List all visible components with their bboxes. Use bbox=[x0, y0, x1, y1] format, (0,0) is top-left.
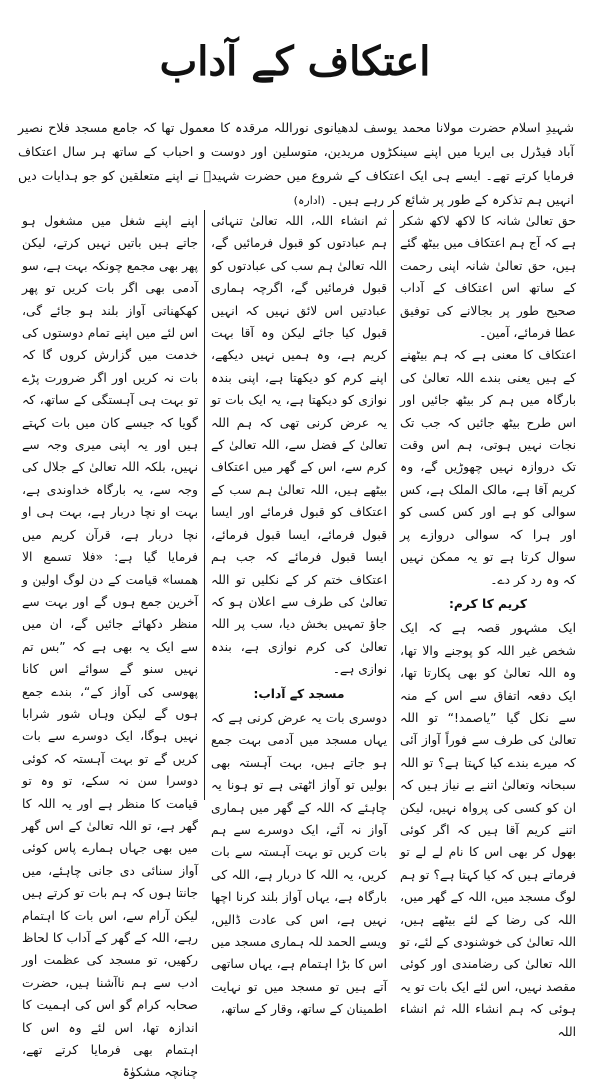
intro-text: شہیدِ اسلام حضرت مولانا محمد یوسف لدھیانوی نوراللہ مرقدہ کا معمول تھا کہ جامع مسجد فلاح نصیر آباد فیڈرل بی ایریا میں اپنے سینکڑوں مریدین، متوسلین اور دوست و احباب کے ساتھ ہر سال اعتکاف فرمایا کرتے تھے۔ ایسے ہی ایک اعتکاف کے شروع میں حضرت شہیدؒ نے اپنے متعلقین کو جو ہدایات دیں انہیں ہم تذکرہ کے طور پر شائع کر رہے ہیں۔ bbox=[18, 120, 574, 207]
column-right bbox=[396, 210, 580, 1039]
column-left bbox=[18, 210, 202, 1080]
column-middle-paragraph-2: دوسری بات یہ عرض کرنی ہے کہ یہاں مسجد میں آدمی بہت جمع ہو جاتے ہیں، بہت آہستہ بھی بولیں تو آواز اٹھتی ہے تو ہونا یہ چاہئے کہ اللہ کے گھر میں ہماری آواز نہ آئے، ایک دوسرے سے ہم بات کریں تو بہت آہستہ سے بات کریں، یہ اللہ کا دربار ہے، اللہ کی بارگاہ ہے، یہاں آواز بلند کرنا اچھا نہیں ہے، اس کی عادت ڈالیں، ویسے الحمد للہ ہماری مسجد میں اس کا بڑا اہتمام ہے، یہاں ساتھی آتے ہیں تو مسجد میں تو نہایت اطمینان کے ساتھ، وقار کے ساتھ، bbox=[211, 710, 387, 1017]
intro-credit: (ادارہ) bbox=[293, 194, 326, 207]
article-intro bbox=[18, 116, 574, 213]
article-title: اعتکاف کے آداب bbox=[159, 38, 431, 85]
column-divider bbox=[393, 210, 394, 800]
column-middle bbox=[207, 210, 391, 1017]
column-right-heading: کریم کا کرم: bbox=[448, 596, 528, 611]
column-middle-heading: مسجد کے آداب: bbox=[253, 686, 345, 701]
column-left-paragraph-1: اپنے اپنے شغل میں مشغول ہو جاتے ہیں باتیں نہیں کرتے، لیکن پھر بھی مجمع چونکہ بہت ہے، سو آدمی بھی اگر بات کریں تو پھر کھکھناتی آواز بلند ہو جائے گی، اس لئے میں اپنے تمام دوستوں کی خدمت میں گزارش کروں گا کہ بات نہ کریں اور اگر ضرورت پڑے تو بہت ہی آہستگی کے ساتھ، کہ گویا کہ جیسے کان میں بات کہتے ہیں اور یہ اپنی میری وجہ سے نہیں، بلکہ اللہ تعالیٰ کے جلال کی وجہ سے، یہ بارگاہ خداوندی ہے، بہت او نچا دربار ہے، بہت ہی او نچا دربار ہے، قرآن کریم میں فرمایا گیا ہے: «فلا تسمع الا همسا» قیامت کے دن لوگ اولین و آخرین جمع ہوں گے اور بہت سے منظر دکھائے جائیں گے، ان میں سے ایک یہ بھی ہے کہ ”بس تم نہیں سنو گے سوائے اس کانا پھوسی کی آواز کے“، بندے جمع ہوں گے لیکن وہاں شور شرابا نہیں ہوگا، ایک دوسرے سے بات کریں گے تو بہت آہستہ کہ کوئی دوسرا سن نہ سکے، تو وہ تو قیامت کا منظر ہے اور یہ اللہ کا گھر ہے، تو اللہ تعالیٰ کے اس گھر میں بھی جہاں ہمارے پاس کوئی آواز سنائی دی جانی چاہئے، میں جانتا ہوں کہ ہم بات تو کرتے ہیں لیکن آرام سے، اس بات کا اہتمام رہے، اللہ کے گھر کے آداب کا لحاظ رکھیں، تو مسجد کی عظمت اور ادب سے ہم ناآشنا ہیں، حضرت صحابہ کرام گو اس کی اہمیت کا اندازہ تھا، اس لئے وہ اس کا اہتمام بھی فرمایا کرتے تھے، چنانچہ مشکوٰۃ bbox=[22, 214, 198, 1080]
column-right-paragraph-3: ایک مشہور قصہ ہے کہ ایک شخص غیر اللہ کو پوجنے والا تھا، وہ اللہ تعالیٰ کو بھی پکارتا تھا، ایک دفعہ اتفاق سے اس کے منہ سے نکل گیا ”یاصمد!“ تو اللہ تعالیٰ کی طرف سے فوراً آواز آئی کہ میرے بندے کیا کہتا ہے؟ تو اللہ سبحانہ وتعالیٰ اتنے بے نیاز ہیں کہ ان کو کسی کی پرواہ نہیں، لیکن اتنے کریم آقا ہیں کہ اگر کوئی بھول کر بھی اس کا نام لے لے تو فرماتے ہیں کہ کیا کہتا ہے؟ تو ہم لوگ مسجد میں، اللہ کے گھر میں، اللہ کی رضا کے لئے بیٹھے ہیں، اللہ تعالیٰ کی خوشنودی کے لئے، تو اللہ تعالیٰ کی رضامندی اور کوئی مقصد نہیں، اس لئے ایک بات تو یہ ہوئی کہ ہم انشاء اللہ ثم انشاء اللہ bbox=[400, 621, 576, 1039]
column-middle-paragraph-1: ثم انشاء اللہ، اللہ تعالیٰ تنہائی ہم عبادتوں کو قبول فرمائیں گے، اللہ تعالیٰ ہم سب کی عبادتوں کو قبول فرمائیں گے، اگرچہ ہماری عبادتیں اس لائق نہیں کہ انہیں قبول کیا جائے لیکن وہ آقا بہت کریم ہے، وہ ہمیں نہیں دیکھے، اپنے کرم کو دیکھتا ہے، اپنی بندہ نوازی کو دیکھتا ہے، یہ ایک بات تو یہ عرض کرنی تھی کہ ہم اللہ تعالیٰ کے فضل سے، اللہ تعالیٰ کے کرم سے، اس کے گھر میں اعتکاف بیٹھے ہیں، اللہ تعالیٰ ہم سب کے اعتکاف کو قبول فرمائے اور ایسا قبول فرمائے، ایسا قبول فرمائے، ایسا قبول فرمائے کہ جب ہم اعتکاف ختم کر کے نکلیں تو اللہ تعالیٰ کی طرف سے اعلان ہو کہ جاؤ تمہیں بخش دیا، سب پر اللہ تعالیٰ کی کرم نوازی ہے، بندہ نوازی ہے۔ bbox=[211, 214, 387, 677]
column-right-paragraph-2: اعتکاف کا معنی ہے کہ ہم بیٹھنے کے ہیں یعنی بندے اللہ تعالیٰ کی بارگاہ میں ہم کر بیٹھ جائیں اور اس طرح بیٹھ جائیں کہ جب تک نجات نہیں ہوتی، ہم اس وقت تک دروازہ نہیں چھوڑیں گے، وہ کریم آقا ہے، مالک الملک ہے، کس سوالی کو ہے اور کس کسی کو اور ہرا کہ سوالی دروازے پر سوال کرتا ہے تو یہ ممکن نہیں کہ وہ رد کر دے۔ bbox=[400, 348, 576, 587]
column-right-paragraph-1: حق تعالیٰ شانہ کا لاکھ لاکھ شکر ہے کہ آج ہم اعتکاف میں بیٹھ گئے ہیں، حق تعالیٰ شانہ اپنی رحمت کے ساتھ اس اعتکاف کے آداب صحیح طور پر بجالانے کی توفیق عطا فرمائے، آمین۔ bbox=[400, 214, 576, 341]
column-divider bbox=[204, 210, 205, 800]
article-columns bbox=[10, 210, 580, 1080]
